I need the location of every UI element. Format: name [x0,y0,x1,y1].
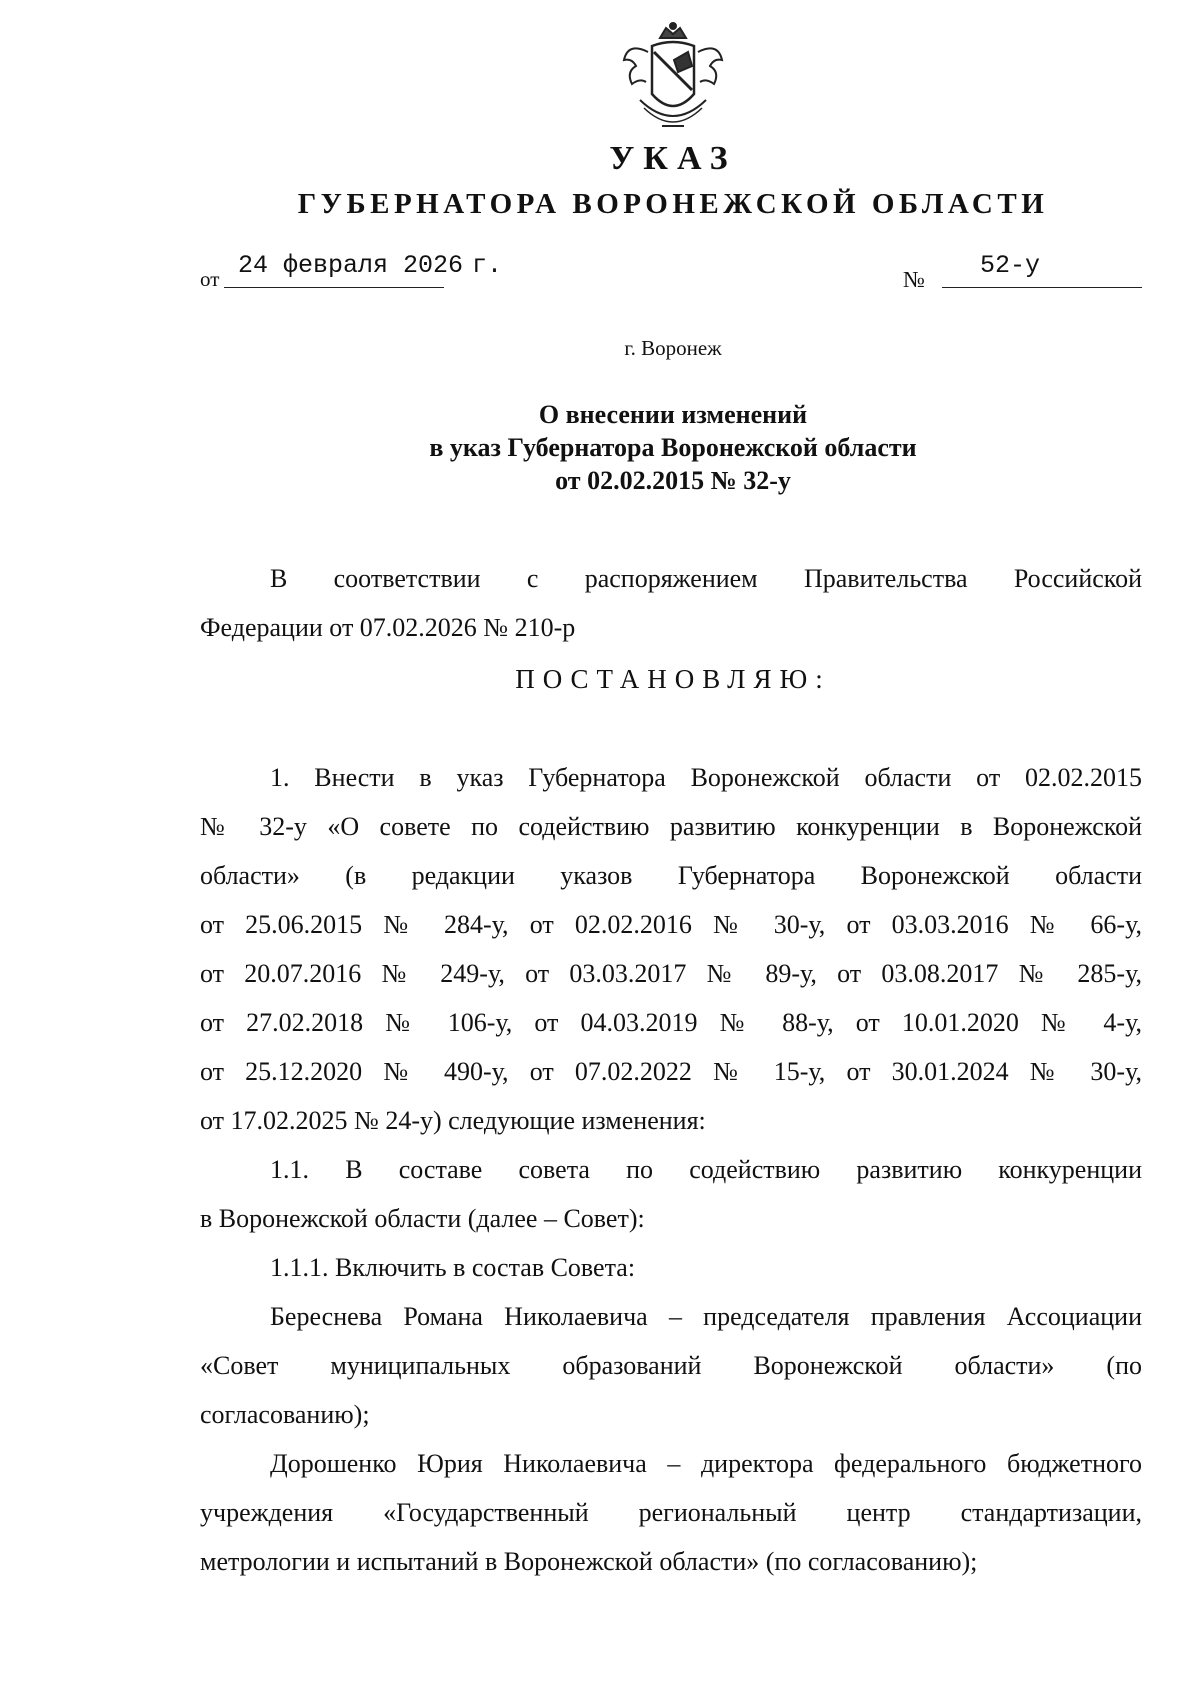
word: В [270,564,288,593]
paragraph-line: от 17.02.2025 № 24-у) следующие изменения: [200,1106,706,1135]
subject-line: О внесении изменений [538,400,808,429]
paragraph-line: от 20.07.2016 № 249-у, от 03.03.2017 № 89-у, от 03.08.2017 № 285-у, [200,959,1142,988]
body-text [200,753,1142,1586]
word: с [526,564,539,593]
paragraph-line: от 27.02.2018 № 106-у, от 04.03.2019 № 88-у, от 10.01.2020 № 4-у, [200,1008,1142,1037]
date-number-row [200,245,1142,290]
date-suffix: г. [472,251,503,280]
preamble-line: Федерации от 07.02.2026 № 210-р [200,613,576,642]
paragraph-line: 1.1.1. Включить в состав Совета: [270,1253,636,1282]
number-prefix: № [903,267,925,292]
paragraph-line: Дорошенко Юрия Николаевича – директора федерального бюджетного [270,1449,1142,1478]
paragraph-line: 1.1. В составе совета по содействию развитию конкуренции [270,1155,1142,1184]
preamble-line [200,554,1142,603]
word: соответствии [333,564,481,593]
date-underline [224,287,444,288]
city-name: г. Воронеж [624,336,722,360]
subject-heading [0,398,1200,497]
word: Правительства [803,564,968,593]
decree-word: ПОСТАНОВЛЯЮ: [515,664,831,694]
document-issuer: ГУБЕРНАТОРА ВОРОНЕЖСКОЙ ОБЛАСТИ [297,188,1049,220]
paragraph-line: учреждения «Государственный региональный центр стандартизации, [200,1498,1142,1527]
subject-line: в указ Губернатора Воронежской области [429,433,917,462]
document-title: УКАЗ [609,140,737,177]
number-underline [942,287,1142,288]
subject-line: от 02.02.2015 № 32-у [555,466,791,495]
paragraph-line: в Воронежской области (далее – Совет): [200,1204,645,1233]
paragraph-line: 1. Внести в указ Губернатора Воронежской области от 02.02.2015 [270,763,1142,792]
number-value: 52-у [980,251,1041,280]
paragraph-line: согласованию); [200,1400,370,1429]
paragraph-line: от 25.12.2020 № 490-у, от 07.02.2022 № 15-у, от 30.01.2024 № 30-у, [200,1057,1142,1086]
paragraph-line: Береснева Романа Николаевича – председателя правления Ассоциации [270,1302,1142,1331]
date-value: 24 февраля 2026 [238,251,464,280]
coat-of-arms-emblem-icon [618,22,728,140]
paragraph-line: от 25.06.2015 № 284-у, от 02.02.2016 № 30-у, от 03.03.2016 № 66-у, [200,910,1142,939]
paragraph-line: области» (в редакции указов Губернатора Воронежской области [200,861,1142,890]
paragraph-line: «Совет муниципальных образований Воронежской области» (по [200,1351,1142,1380]
paragraph-line: № 32-у «О совете по содействию развитию конкуренции в Воронежской [200,812,1142,841]
word: распоряжением [584,564,758,593]
word: Российской [1013,564,1142,593]
paragraph-line: метрологии и испытаний в Воронежской области» (по согласованию); [200,1547,978,1576]
preamble [200,554,1142,652]
date-prefix: от [200,267,220,291]
